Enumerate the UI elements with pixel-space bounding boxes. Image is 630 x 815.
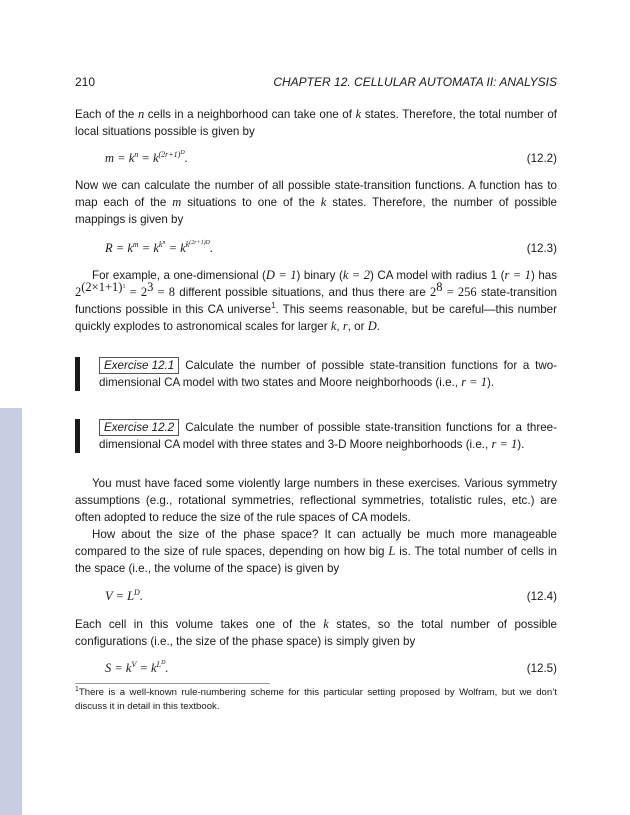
paragraph-phase-space: How about the size of the phase space? It can actually be much more manageable compared to the size of rule spaces, depending on how big L is. The total number of cells in the space (i.e., the volume of the space) is given by	[75, 528, 557, 575]
page-body	[75, 106, 557, 677]
equation-12-4: $V = L^D$. (12.4)	[105, 588, 557, 603]
chapter-title: CHAPTER 12. CELLULAR AUTOMATA II: ANALYSIS	[273, 75, 557, 89]
equation-number: (12.4)	[526, 590, 557, 603]
exercise-bar	[75, 357, 80, 391]
paragraph-state-transition: Now we can calculate the number of all possible state-transition functions. A function has to map each of the m situations to one of the k states. Therefore, the number of possible mappings is given by	[75, 179, 557, 226]
exercise-label: Exercise 12.2	[99, 419, 179, 436]
exercise-label: Exercise 12.1	[99, 357, 179, 374]
side-thumb-tab	[0, 408, 22, 815]
footnote-ref[interactable]: 1	[271, 301, 276, 310]
equation-number: (12.2)	[526, 152, 557, 165]
exercise-12-1: Exercise 12.1 Calculate the number of possible state-transition functions for a two-dimensional CA model with two states and Moore neighborhoods (i.e., r = 1).	[75, 357, 557, 391]
paragraph-large-numbers: You must have faced some violently large numbers in these exercises. Various symmetry assumptions (e.g., rotational symmetries, reflectional symmetries, totalistic rules, etc.) are often adopted to reduce the size of the rule spaces of CA models.	[75, 477, 557, 524]
exercise-bar	[75, 419, 80, 453]
footnote: $^1$There is a well-known rule-numbering scheme for this particular setting proposed by Wolfram, but we don’t discuss it in detail in this textbook.	[75, 686, 557, 712]
footnote-divider	[75, 683, 270, 684]
equation-12-5: $S = k^V = k^{L^D}$. (12.5)	[105, 660, 557, 675]
equation-number: (12.5)	[526, 662, 557, 675]
equation-number: (12.3)	[526, 242, 557, 255]
equation-12-3: $R = k^m = k^{k^n} = k^{k^{(2r+1)D}}$. (12.3)	[105, 240, 557, 255]
page-number: 210	[75, 75, 96, 89]
paragraph-configurations: Each cell in this volume takes one of the k states, so the total number of possible configurations (i.e., the size of the phase space) is simply given by	[75, 617, 558, 648]
equation-12-2: $m = k^n = k^{(2r+1)^D}$. (12.2)	[105, 150, 557, 165]
paragraph-example: For example, a one-dimensional (D = 1) binary (k = 2) CA model with radius 1 (r = 1) has $2^{(2\times 1+1)^1} = 2^3 = 8$ different possible situations, and thus there are $2^8 = 256$ state-transition functions possible in this CA universe$^1$. This seems reasonable, but be careful—this number quickly explodes to astronomical scales for larger k, r, or D.	[75, 268, 558, 333]
footnote-mark: 1	[75, 686, 79, 693]
exercise-12-2: Exercise 12.2 Calculate the number of possible state-transition functions for a three-dimensional CA model with three states and 3-D Moore neighborhoods (i.e., r = 1).	[75, 419, 557, 453]
paragraph-local-situations: Each of the n cells in a neighborhood can take one of k states. Therefore, the total number of local situations possible is given by	[75, 107, 558, 138]
